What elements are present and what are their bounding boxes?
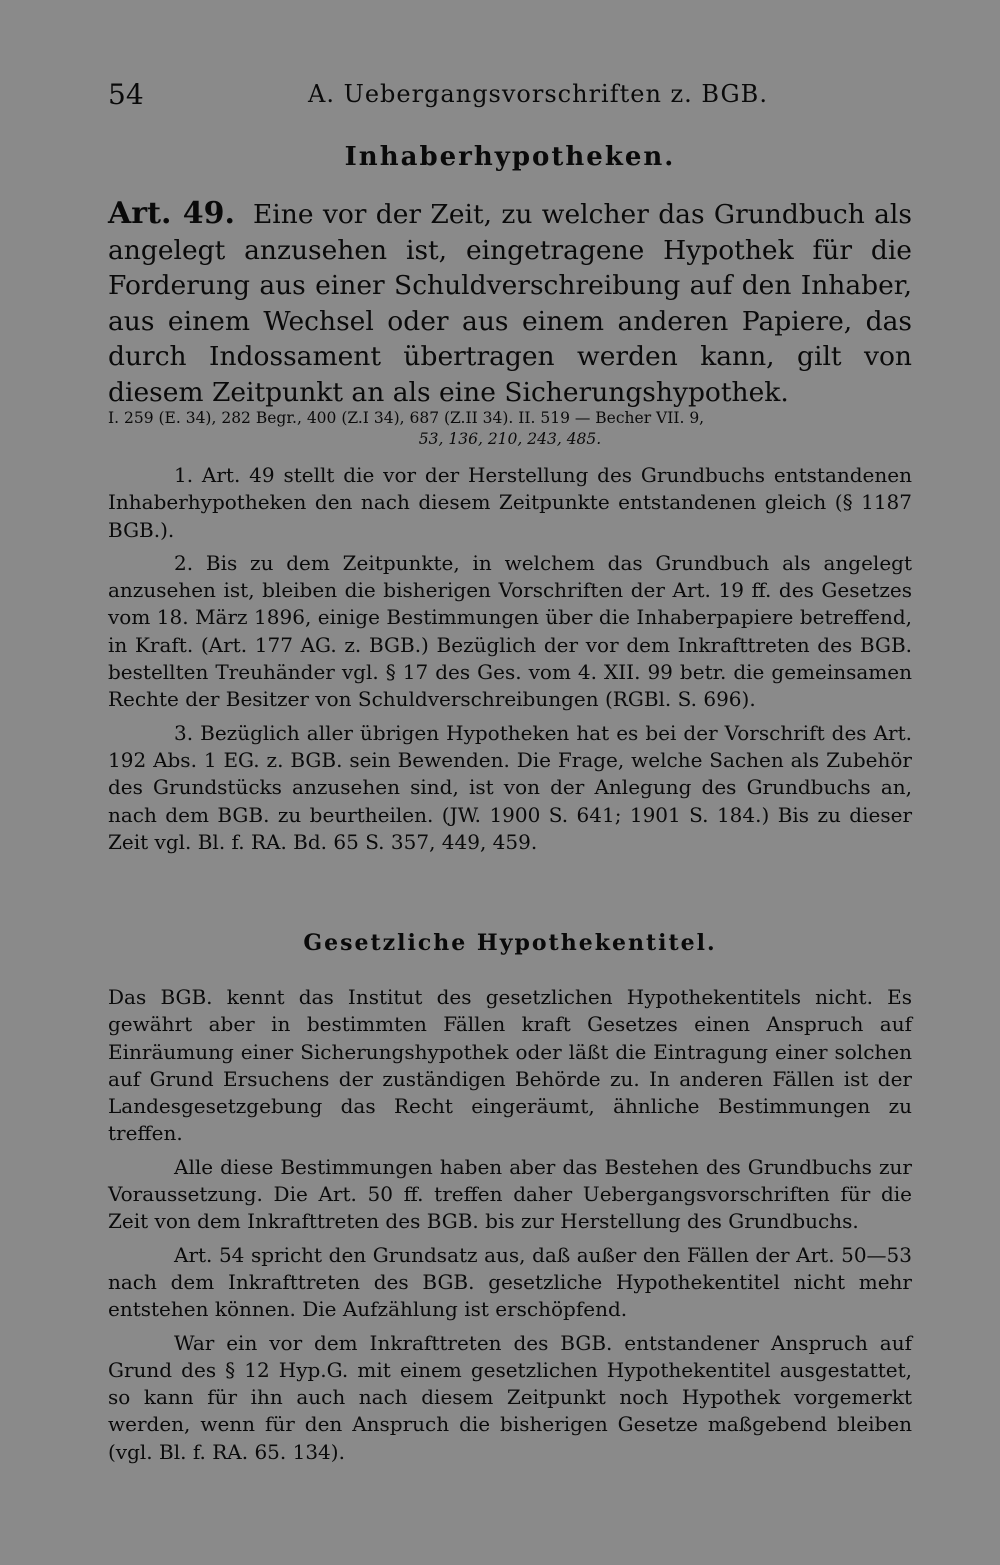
section-title-gesetzliche-hypothekentitel: Gesetzliche Hypothekentitel. bbox=[303, 930, 717, 956]
citation-line: 53, 136, 210, 243, 485. bbox=[418, 430, 602, 448]
section-title-inhaberhypotheken: Inhaberhypotheken. bbox=[344, 142, 676, 172]
body-paragraph: Alle diese Bestimmungen haben aber das Bestehen des Grundbuchs zur Voraussetzung. Die Art. 50 ff. treffen daher Uebergangsvorschriften für die Zeit von dem Inkrafttreten des BGB. bis zur Herstellung des Grundbuchs. bbox=[108, 1154, 912, 1234]
body-paragraph: Das BGB. kennt das Institut des gesetzlichen Hypothekentitels nicht. Es gewährt aber in bestimmten Fällen kraft Gesetzes einen Anspruch auf Einräumung einer Sicherungshypothek oder läßt die Eintragung einer solchen auf Grund Ersuchens der zuständigen Behörde zu. In anderen Fällen ist der Landesgesetzgebung das Recht eingeräumt, ähnliche Bestimmungen zu treffen. bbox=[108, 985, 912, 1146]
running-head bbox=[108, 78, 912, 114]
article-49 bbox=[108, 196, 912, 410]
running-title: A. Uebergangsvorschriften z. BGB. bbox=[308, 80, 768, 108]
note-paragraph: 3. Bezüglich aller übrigen Hypotheken hat es bei der Vorschrift des Art. 192 Abs. 1 EG. z. BGB. sein Bewenden. Die Frage, welche Sachen als Zubehör des Grundstücks anzusehen sind, ist von der Anlegung des Grundbuchs an, nach dem BGB. zu beurtheilen. (JW. 1900 S. 641; 1901 S. 184.) Bis zu dieser Zeit vgl. Bl. f. RA. Bd. 65 S. 357, 449, 459. bbox=[108, 720, 912, 854]
body-paragraph: Art. 54 spricht den Grundsatz aus, daß außer den Fällen der Art. 50—53 nach dem Inkrafttreten des BGB. gesetzliche Hypothekentitel nicht mehr entstehen können. Die Aufzählung ist erschöpfend. bbox=[108, 1242, 912, 1322]
section2-body bbox=[108, 984, 912, 1472]
body-paragraph: War ein vor dem Inkrafttreten des BGB. entstandener Anspruch auf Grund des § 12 Hyp.G. mit einem gesetzlichen Hypothekentitel ausgestattet, so kann für ihn auch nach diesem Zeitpunkt noch Hypothek vorgemerkt werden, wenn für den Anspruch die bisherigen Gesetze maßgebend bleiben (vgl. Bl. f. RA. 65. 134). bbox=[108, 1330, 912, 1464]
note-paragraph: 2. Bis zu dem Zeitpunkte, in welchem das Grundbuch als angelegt anzusehen ist, bleiben die bisherigen Vorschriften der Art. 19 ff. des Gesetzes vom 18. März 1896, einige Bestimmungen über die Inhaberpapiere betreffend, in Kraft. (Art. 177 AG. z. BGB.) Bezüglich der vor dem Inkrafttreten des BGB. bestellten Treuhänder vgl. § 17 des Ges. vom 4. XII. 99 betr. die gemeinsamen Rechte der Besitzer von Schuldverschreibungen (RGBl. S. 696). bbox=[108, 550, 912, 712]
citation-line: I. 259 (E. 34), 282 Begr., 400 (Z.I 34), 687 (Z.II 34). II. 519 — Becher VII. 9, bbox=[108, 409, 705, 427]
page-number: 54 bbox=[108, 78, 144, 111]
citation-block bbox=[108, 408, 912, 450]
article-text: Eine vor der Zeit, zu welcher das Grundbuch als angelegt anzusehen ist, eingetragene Hypothek für die Forderung aus einer Schuldverschreibung auf den Inhaber, aus einem Wechsel oder aus einem anderen Papiere, das durch Indossament übertragen werden kann, gilt von diesem Zeitpunkt an als eine Sicherungshypothek. bbox=[108, 199, 912, 408]
article-label: Art. 49. bbox=[108, 196, 235, 231]
commentary-notes bbox=[108, 462, 912, 862]
note-paragraph: 1. Art. 49 stellt die vor der Herstellung des Grundbuchs entstandenen Inhaberhypotheken den nach diesem Zeitpunkte entstandenen gleich (§ 1187 BGB.). bbox=[108, 463, 912, 542]
